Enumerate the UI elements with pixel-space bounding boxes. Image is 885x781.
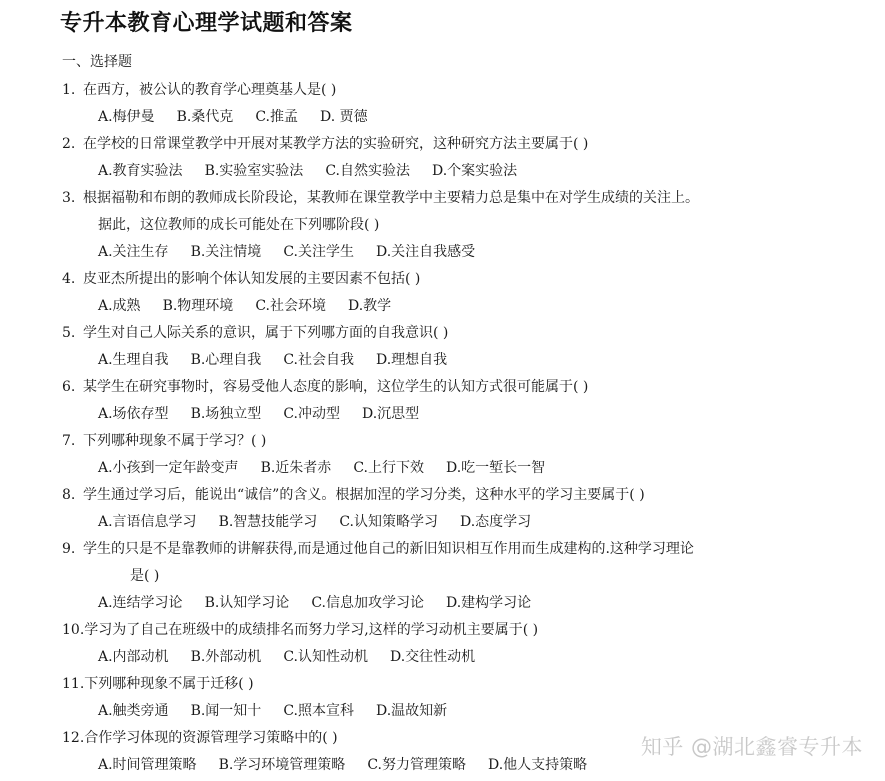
option-a: A.时间管理策略 [98,757,197,773]
question-text: 学生的只是不是靠教师的讲解获得,而是通过他自己的新旧知识相互作用而生成建构的.这种学习理论 [83,541,694,557]
options-6 [98,403,419,423]
option-d: D.交往性动机 [389,649,476,665]
option-b: B.学习环境管理策略 [218,757,346,773]
options-8 [98,511,531,531]
option-a: A.教育实验法 [98,163,183,179]
options-10 [98,646,475,666]
question-number: 7. [62,433,76,449]
question-text: 下列哪种现象不属于学习？( ) [83,433,267,449]
option-c: C.认知策略学习 [339,514,438,530]
option-a: A.言语信息学习 [98,514,197,530]
question-12 [62,727,338,747]
question-number: 9. [62,541,76,557]
option-c: C.照本宣科 [283,703,354,719]
question-8 [62,484,645,504]
option-d: D.沉思型 [361,406,420,422]
options-1 [98,106,368,126]
question-number: 8. [62,487,76,503]
option-b: B.外部动机 [190,649,262,665]
option-a: A.关注生存 [98,244,169,260]
option-a: A.内部动机 [98,649,169,665]
question-1 [62,79,336,99]
option-d: D.态度学习 [459,514,532,530]
option-c: C.社会自我 [283,352,354,368]
options-5 [98,349,447,369]
options-2 [98,160,517,180]
question-number: 1. [62,82,76,98]
question-number: 6. [62,379,76,395]
question-number: 2. [62,136,76,152]
option-a: A.场依存型 [98,406,169,422]
question-6 [62,376,588,396]
question-text: 下列哪种现象不属于迁移( ) [84,676,254,692]
question-4 [62,268,420,288]
section-heading: 一、选择题 [62,54,132,70]
question-text: 某学生在研究事物时，容易受他人态度的影响，这位学生的认知方式很可能属于( ) [83,379,589,395]
option-c: C.关注学生 [283,244,354,260]
option-d: D.关注自我感受 [375,244,476,260]
question-9 [62,538,694,558]
option-b: B.心理自我 [190,352,262,368]
option-a: A.小孩到一定年龄变声 [98,460,239,476]
document-title: 专升本教育心理学试题和答案 [60,11,353,36]
question-number: 5. [62,325,76,341]
question-2 [62,133,588,153]
option-a: A.梅伊曼 [98,109,155,125]
question-number: 11. [62,676,85,692]
option-d: D.个案实验法 [431,163,518,179]
option-a: A.生理自我 [98,352,169,368]
option-d: D.吃一堑长一智 [445,460,546,476]
question-text: 在学校的日常课堂教学中开展对某教学方法的实验研究，这种研究方法主要属于( ) [83,136,589,152]
option-c: C.冲动型 [283,406,340,422]
option-d: D.建构学习论 [445,595,532,611]
question-text: 皮亚杰所提出的影响个体认知发展的主要因素不包括( ) [83,271,421,287]
question-9-continued: 是( ) [130,568,160,584]
question-text: 学生通过学习后，能说出“诚信”的含义。根据加涅的学习分类，这种水平的学习主要属于( ) [83,487,645,503]
option-b: B.实验室实验法 [204,163,304,179]
option-c: C.自然实验法 [325,163,410,179]
option-c: C.推孟 [255,109,298,125]
option-b: B.认知学习论 [204,595,290,611]
option-b: B.桑代克 [176,109,234,125]
option-c: C.社会环境 [255,298,326,314]
question-3 [62,187,699,207]
option-a: A.成熟 [98,298,141,314]
options-7 [98,457,545,477]
option-c: C.上行下效 [353,460,424,476]
question-text: 合作学习体现的资源管理学习策略中的( ) [84,730,338,746]
options-11 [98,700,447,720]
option-d: D. 贾德 [319,109,368,125]
question-3-continued: 据此，这位教师的成长可能处在下列哪阶段( ) [98,217,380,233]
option-b: B.智慧技能学习 [218,514,318,530]
option-c: C.信息加攻学习论 [311,595,424,611]
option-c: C.认知性动机 [283,649,368,665]
question-text: 根据福勒和布朗的教师成长阶段论，某教师在课堂教学中主要精力总是集中在对学生成绩的关注上。 [83,190,699,206]
option-d: D.教学 [347,298,392,314]
options-3 [98,241,475,261]
zhihu-watermark: 知乎 @湖北鑫睿专升本 [640,735,863,759]
option-b: B.关注情境 [190,244,262,260]
question-number: 10. [62,622,85,638]
question-text: 学习为了自己在班级中的成绩排名而努力学习,这样的学习动机主要属于( ) [84,622,539,638]
option-d: D.温故知新 [375,703,448,719]
option-a: A.连结学习论 [98,595,183,611]
question-5 [62,322,448,342]
option-b: B.物理环境 [162,298,234,314]
options-12 [98,754,587,774]
question-text: 学生对自己人际关系的意识，属于下列哪方面的自我意识( ) [83,325,449,341]
option-c: C.努力管理策略 [367,757,466,773]
question-text: 在西方，被公认的教育学心理奠基人是( ) [83,82,337,98]
option-a: A.触类旁通 [98,703,169,719]
question-number: 3. [62,190,76,206]
question-10 [62,619,538,639]
question-7 [62,430,266,450]
option-b: B.闻一知十 [190,703,262,719]
option-d: D.他人支持策略 [487,757,588,773]
options-9 [98,592,531,612]
question-number: 12. [62,730,85,746]
options-4 [98,295,391,315]
option-b: B.近朱者赤 [260,460,332,476]
option-d: D.理想自我 [375,352,448,368]
question-11 [62,673,254,693]
question-number: 4. [62,271,76,287]
option-b: B.场独立型 [190,406,262,422]
